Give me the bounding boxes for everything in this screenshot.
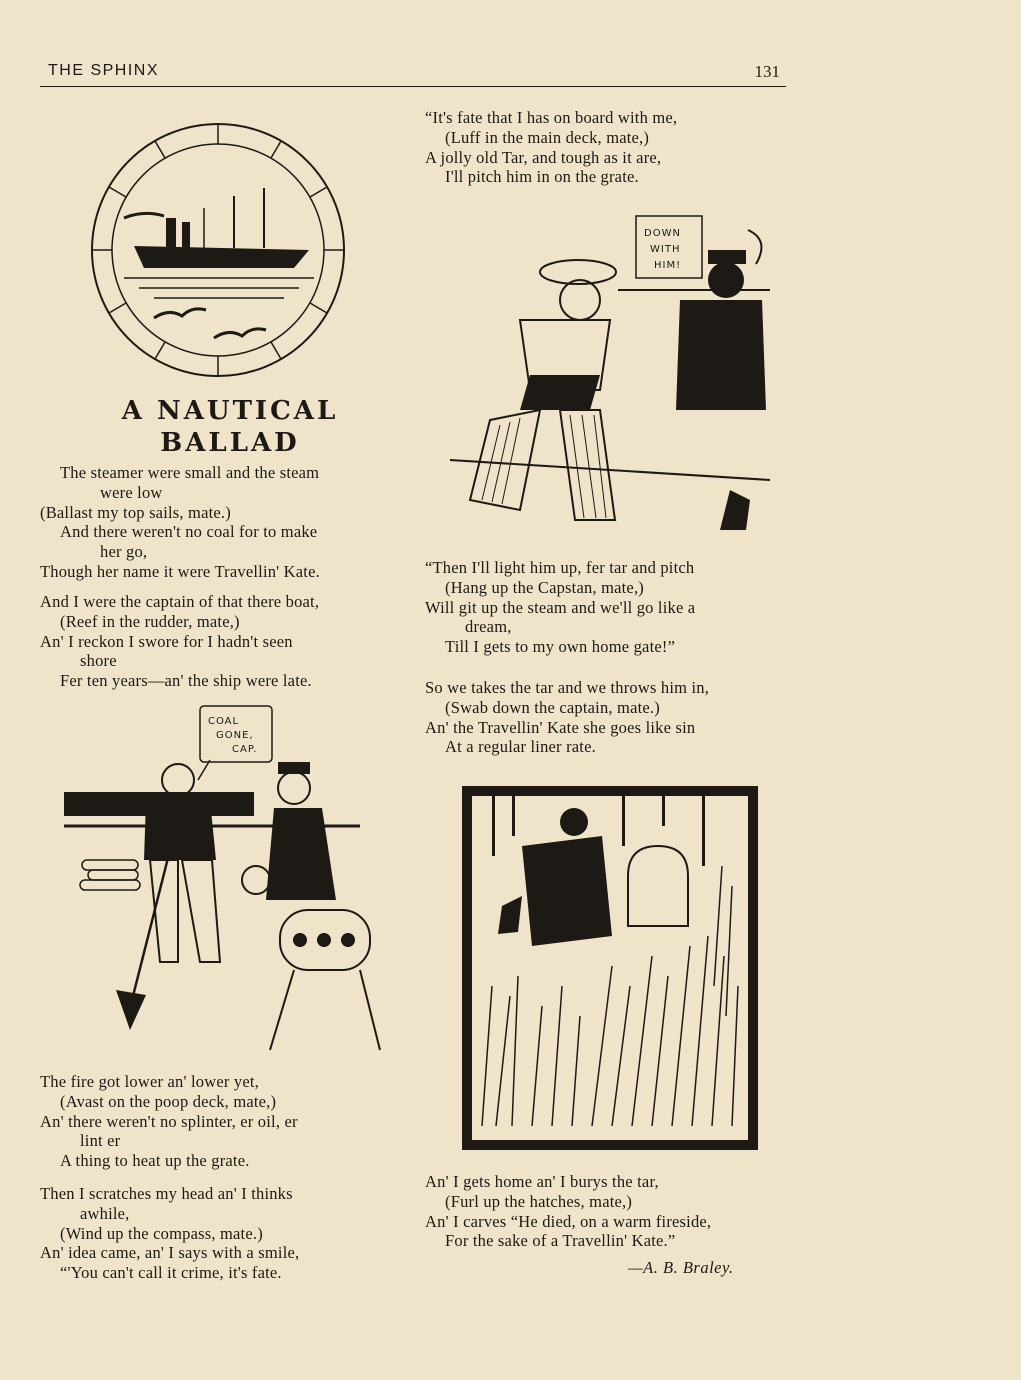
grave-illustration xyxy=(462,786,758,1150)
verse-line: So we takes the tar and we throws him in, xyxy=(425,678,710,697)
speech-bubble-line: CAP. xyxy=(232,744,258,755)
stanza-2 xyxy=(40,592,319,691)
verse-line: A jolly old Tar, and tough as it are, xyxy=(425,147,662,167)
verse-line: An' idea came, an' I says with a smile, xyxy=(40,1243,300,1263)
verse-line: “'You can't call it crime, it's fate. xyxy=(60,1263,282,1283)
verse-line: Then I scratches my head an' I thinks xyxy=(40,1184,293,1203)
verse-line: were low xyxy=(100,482,163,502)
verse-line: Till I gets to my own home gate!” xyxy=(445,637,676,657)
verse-line: (Furl up the hatches, mate,) xyxy=(445,1191,633,1211)
verse-line: Though her name it were Travellin' Kate. xyxy=(40,561,320,581)
verse-line: Will git up the steam and we'll go like a xyxy=(425,597,696,617)
verse-line: (Avast on the poop deck, mate,) xyxy=(60,1091,277,1111)
verse-line: (Ballast my top sails, mate.) xyxy=(40,502,231,522)
speech-bubble-line: GONE, xyxy=(216,730,254,741)
ship-medallion-illustration xyxy=(84,118,354,388)
verse-line: shore xyxy=(80,651,117,671)
sign-line: WITH xyxy=(650,244,681,255)
page-number: 131 xyxy=(754,62,780,81)
verse-line: dream, xyxy=(465,617,512,637)
running-header xyxy=(40,60,786,87)
speech-bubble-line: COAL xyxy=(208,716,240,727)
verse-line: And I were the captain of that there boat, xyxy=(40,592,320,611)
stanza-8 xyxy=(425,1172,711,1251)
verse-line: An' I gets home an' I burys the tar, xyxy=(425,1172,659,1191)
verse-line: (Reef in the rudder, mate,) xyxy=(60,611,240,631)
stanza-7 xyxy=(425,678,709,757)
sailors-illustration xyxy=(450,210,770,540)
stoker-illustration xyxy=(60,700,400,1060)
verse-line: An' there weren't no splinter, er oil, er xyxy=(40,1111,298,1131)
verse-line: An' I carves “He died, on a warm fireside, xyxy=(425,1211,712,1231)
sign-line: DOWN xyxy=(644,228,681,239)
verse-line: (Luff in the main deck, mate,) xyxy=(445,127,650,147)
verse-line: A thing to heat up the grate. xyxy=(60,1151,250,1171)
verse-line: At a regular liner rate. xyxy=(445,737,596,757)
verse-line: (Hang up the Capstan, mate,) xyxy=(445,577,644,597)
verse-line: For the sake of a Travellin' Kate.” xyxy=(445,1231,676,1251)
verse-line: “Then I'll light him up, fer tar and pitch xyxy=(425,558,695,577)
stanza-4 xyxy=(40,1184,299,1283)
running-title: THE SPHINX xyxy=(48,62,160,79)
verse-line: An' the Travellin' Kate she goes like sin xyxy=(425,717,696,737)
verse-line: her go, xyxy=(100,542,148,562)
verse-line: awhile, xyxy=(80,1203,130,1223)
verse-line: The steamer were small and the steam xyxy=(60,463,320,482)
stanza-5 xyxy=(425,108,677,187)
verse-line: An' I reckon I swore for I hadn't seen xyxy=(40,631,293,651)
verse-line: Fer ten years—an' the ship were late. xyxy=(60,671,312,691)
verse-line: lint er xyxy=(80,1131,121,1151)
verse-line: The fire got lower an' lower yet, xyxy=(40,1072,259,1091)
verse-line: And there weren't no coal for to make xyxy=(60,522,318,542)
verse-line: (Wind up the compass, mate.) xyxy=(60,1223,263,1243)
stanza-6 xyxy=(425,558,695,657)
ballad-title-line2: BALLAD xyxy=(160,428,300,458)
stanza-3 xyxy=(40,1072,298,1171)
verse-line: “It's fate that I has on board with me, xyxy=(425,108,678,127)
sign-line: HIM! xyxy=(654,260,682,271)
stanza-1 xyxy=(40,463,320,582)
author-signature: —A. B. Braley. xyxy=(628,1258,734,1277)
ballad-title-line1: A NAUTICAL xyxy=(121,396,339,426)
verse-line: (Swab down the captain, mate.) xyxy=(445,697,660,717)
verse-line: I'll pitch him in on the grate. xyxy=(445,167,639,187)
